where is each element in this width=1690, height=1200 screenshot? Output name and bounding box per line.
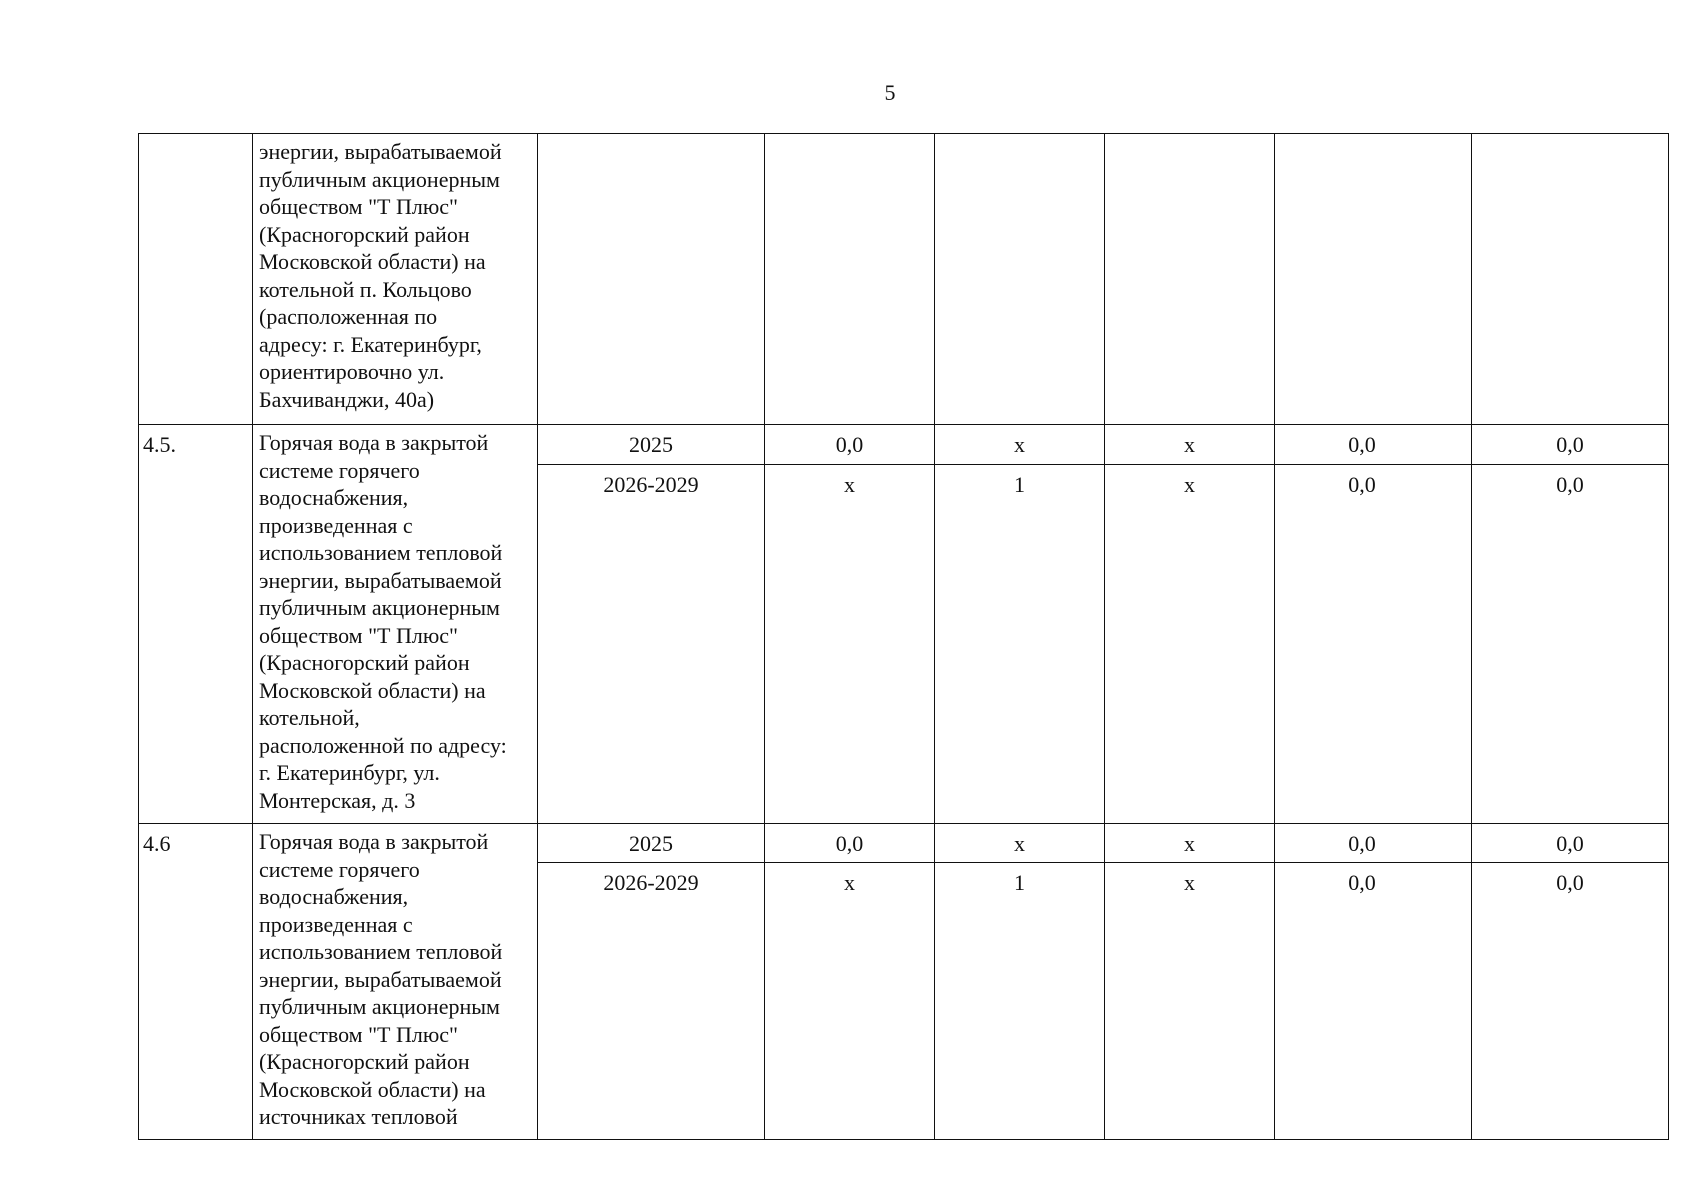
value-cell: 1 — [935, 863, 1105, 1140]
value-cell: 0,0 — [1472, 863, 1669, 1140]
table-row — [139, 824, 1669, 863]
value-cell: х — [1105, 465, 1275, 824]
value-cell: 0,0 — [1275, 465, 1472, 824]
period-cell: 2025 — [538, 425, 765, 465]
value-cell: 0,0 — [765, 824, 935, 863]
period-cell: 2026-2029 — [538, 863, 765, 1140]
value-cell: 0,0 — [1275, 425, 1472, 465]
period-cell — [538, 134, 765, 425]
table-row — [139, 134, 1669, 425]
value-cell: х — [765, 863, 935, 1140]
value-cell: х — [1105, 425, 1275, 465]
description-cell: энергии, вырабатываемой публичным акционерным обществом "Т Плюс" (Красногорский район Московской области) на котельной п. Кольцово (расположенная по адресу: г. Екатеринбург, ориентировочно ул. Бахчиванджи, 40а) — [253, 134, 538, 425]
tariff-table — [138, 133, 1669, 1140]
value-cell: 1 — [935, 465, 1105, 824]
value-cell: 0,0 — [765, 425, 935, 465]
description-cell: Горячая вода в закрытой системе горячего водоснабжения, произведенная с использованием тепловой энергии, вырабатываемой публичным акционерным обществом "Т Плюс" (Красногорский район Московской области) на источниках тепловой — [253, 824, 538, 1140]
value-cell: 0,0 — [1472, 465, 1669, 824]
value-cell: х — [1105, 824, 1275, 863]
value-cell: х — [765, 465, 935, 824]
value-cell: 0,0 — [1472, 425, 1669, 465]
value-cell: х — [1105, 863, 1275, 1140]
value-cell — [1275, 134, 1472, 425]
value-cell: х — [935, 425, 1105, 465]
num-cell — [139, 134, 253, 425]
description-cell: Горячая вода в закрытой системе горячего водоснабжения, произведенная с использованием тепловой энергии, вырабатываемой публичным акционерным обществом "Т Плюс" (Красногорский район Московской области) на котельной, расположенной по адресу: г. Екатеринбург, ул. Монтерская, д. 3 — [253, 425, 538, 824]
value-cell: 0,0 — [1472, 824, 1669, 863]
value-cell: 0,0 — [1275, 863, 1472, 1140]
value-cell — [1105, 134, 1275, 425]
value-cell: х — [935, 824, 1105, 863]
row-number: 4.6 — [139, 824, 253, 1140]
page-number: 5 — [884, 80, 896, 105]
value-cell — [935, 134, 1105, 425]
value-cell — [765, 134, 935, 425]
value-cell — [1472, 134, 1669, 425]
period-cell: 2026-2029 — [538, 465, 765, 824]
period-cell: 2025 — [538, 824, 765, 863]
row-number: 4.5. — [139, 425, 253, 824]
table-row — [139, 425, 1669, 465]
value-cell: 0,0 — [1275, 824, 1472, 863]
